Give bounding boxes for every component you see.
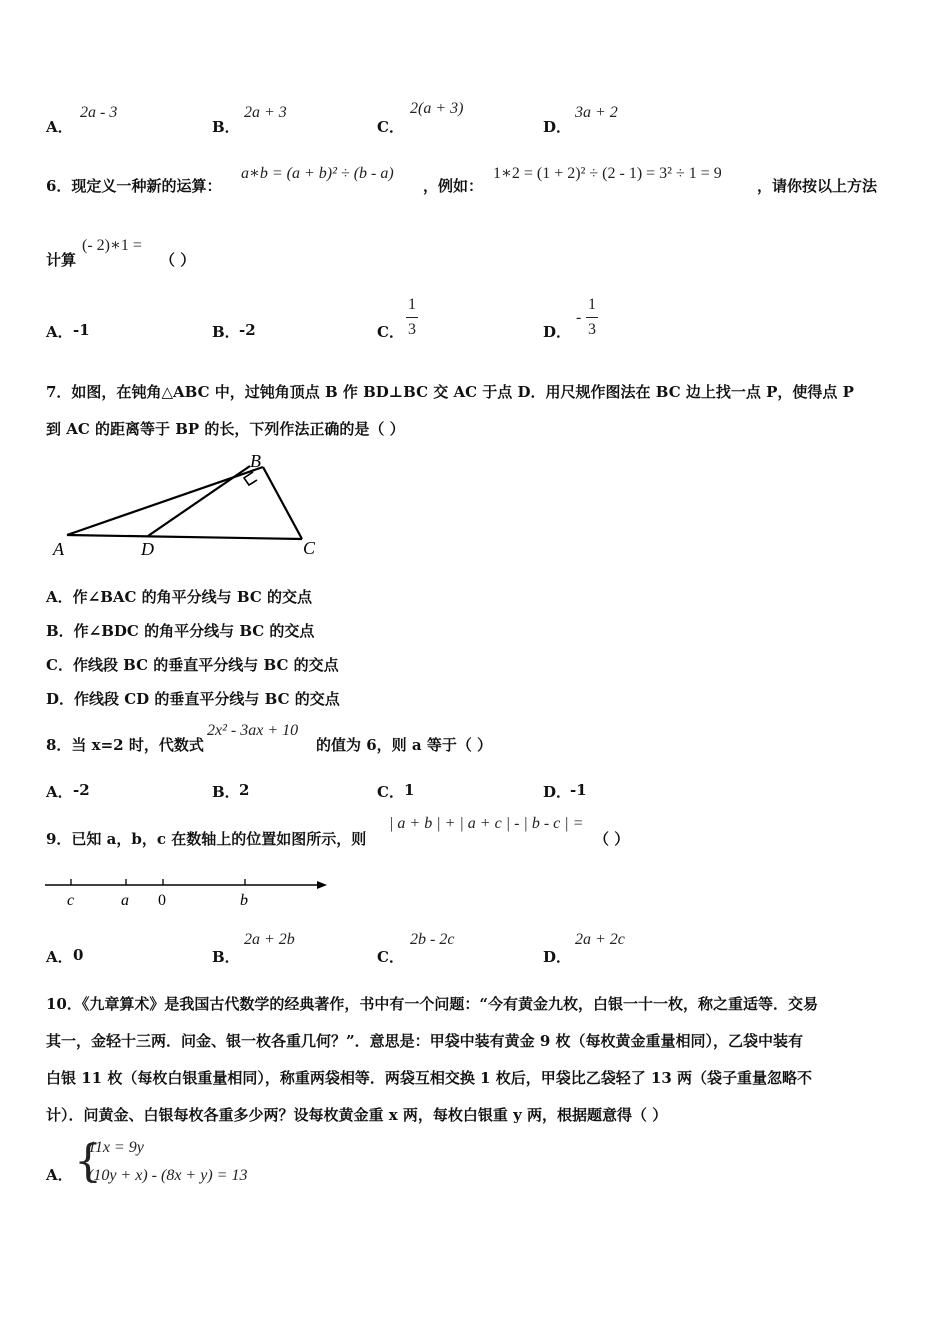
q6-example-label: ，例如： — [423, 177, 484, 195]
fraction-bar — [586, 317, 598, 318]
axis-label-a: a — [121, 892, 129, 909]
q5-option-b-letter: B． — [212, 118, 240, 136]
q10-line4: 计）．问黄金、白银每枚各重多少两？设每枚黄金重 x 两，每枚白银重 y 两，根据题意得（ ） — [46, 1106, 668, 1124]
q6-option-b-value: -2 — [239, 321, 256, 339]
q6-definition: a∗b = (a + b)² ÷ (b - a) — [241, 165, 394, 182]
q6-option-c-letter: C． — [377, 323, 404, 341]
q6-option-d-sign: - — [576, 309, 582, 326]
q6-option-c-fraction — [406, 296, 418, 339]
q5-option-d-expr: 3a + 2 — [575, 104, 618, 121]
q9-option-b-letter: B． — [212, 948, 240, 966]
q8-expr: 2x² - 3ax + 10 — [207, 722, 299, 739]
q10-line1: 10．《九章算术》是我国古代数学的经典著作，书中有一个问题：“今有黄金九枚，白银一十一枚，称之重适等．交易 — [46, 995, 819, 1013]
q6-paren: （ ） — [160, 251, 196, 269]
q9-option-b-expr: 2a + 2b — [244, 931, 295, 948]
axis-label-b: b — [240, 892, 248, 909]
q6-option-d-numerator: 1 — [588, 296, 596, 313]
q6-example: 1∗2 = (1 + 2)² ÷ (2 - 1) = 3² ÷ 1 = 9 — [493, 165, 722, 182]
q5-option-b-expr: 2a + 3 — [244, 104, 287, 121]
segment-ac — [67, 535, 302, 539]
q5-option-c-letter: C． — [377, 118, 404, 136]
q10-option-a-letter: A． — [46, 1166, 73, 1184]
q10-option-a-eq1: 11x = 9y — [88, 1139, 144, 1156]
q9-option-d-letter: D． — [543, 948, 572, 966]
q5-option-c-expr: 2(a + 3) — [410, 100, 464, 117]
q8-option-b-letter: B． — [212, 783, 240, 801]
q6-option-d-denominator: 3 — [588, 321, 596, 338]
q9-option-a-value: 0 — [73, 946, 84, 964]
q6-stem-prefix: 6．现定义一种新的运算： — [46, 177, 222, 195]
q6-option-a-value: -1 — [73, 321, 90, 339]
axis-label-0: 0 — [158, 892, 166, 909]
q6-line2-expr: (- 2)∗1 = — [82, 237, 142, 254]
q7-line1: 7．如图，在钝角△ABC 中，过钝角顶点 B 作 BD⊥BC 交 AC 于点 D．用尺规作图法在 BC 边上找一点 P，使得点 P — [46, 383, 854, 401]
q6-option-d-fraction — [586, 296, 598, 339]
q9-option-a-letter: A． — [46, 948, 73, 966]
q9-expr: | a + b | + | a + c | - | b - c | = — [389, 815, 584, 832]
q8-option-a-value: -2 — [73, 781, 90, 799]
q9-paren: （ ） — [594, 830, 630, 848]
q7-option-d: D．作线段 CD 的垂直平分线与 BC 的交点 — [46, 690, 340, 708]
q9-option-d-expr: 2a + 2c — [575, 931, 625, 948]
q7-option-b: B．作∠BDC 的角平分线与 BC 的交点 — [46, 622, 315, 640]
q9-option-c-expr: 2b - 2c — [410, 931, 455, 948]
label-b: B — [250, 451, 261, 471]
fraction-bar — [406, 317, 418, 318]
q7-option-a: A．作∠BAC 的角平分线与 BC 的交点 — [46, 588, 313, 606]
q7-option-c: C．作线段 BC 的垂直平分线与 BC 的交点 — [46, 656, 339, 674]
q8-option-d-value: -1 — [570, 781, 587, 799]
q9-prefix: 9．已知 a，b，c 在数轴上的位置如图所示，则 — [46, 830, 367, 848]
q8-option-b-value: 2 — [239, 781, 250, 799]
label-d: D — [141, 539, 154, 559]
q6-option-d-letter: D． — [543, 323, 572, 341]
q7-triangle-figure — [40, 448, 340, 563]
q8-option-d-letter: D． — [543, 783, 572, 801]
system-brace: { — [74, 1136, 102, 1187]
q6-option-c-denominator: 3 — [408, 321, 416, 338]
q8-prefix: 8．当 x=2 时，代数式 — [46, 736, 204, 754]
q6-option-c-numerator: 1 — [408, 296, 416, 313]
q5-option-a-expr: 2a - 3 — [80, 104, 118, 121]
q5-option-a-letter: A． — [46, 118, 73, 136]
axis-arrow-icon — [317, 881, 327, 889]
q8-option-a-letter: A． — [46, 783, 73, 801]
q8-option-c-value: 1 — [404, 781, 415, 799]
q8-option-c-letter: C． — [377, 783, 404, 801]
label-a: A — [53, 539, 64, 559]
label-c: C — [303, 538, 316, 558]
q9-number-line — [40, 872, 335, 912]
q6-line2-prefix: 计算 — [46, 251, 77, 269]
axis-label-c: c — [67, 892, 75, 909]
q5-option-d-letter: D． — [543, 118, 572, 136]
q8-suffix: 的值为 6，则 a 等于（ ） — [316, 736, 493, 754]
q6-option-a-letter: A． — [46, 323, 73, 341]
q6-option-b-letter: B． — [212, 323, 240, 341]
q6-stem-suffix: ，请你按以上方法 — [757, 177, 878, 195]
q10-line2: 其一，金轻十三两．问金、银一枚各重几何？”．意思是：甲袋中装有黄金 9 枚（每枚黄金重量相同），乙袋中装有 — [46, 1032, 804, 1050]
segment-bc — [263, 467, 302, 539]
q7-line2: 到 AC 的距离等于 BP 的长，下列作法正确的是（ ） — [46, 420, 405, 438]
q9-option-c-letter: C． — [377, 948, 404, 966]
q10-line3: 白银 11 枚（每枚白银重量相同），称重两袋相等．两袋互相交换 1 枚后，甲袋比乙袋轻了 13 两（袋子重量忽略不 — [46, 1069, 813, 1087]
q10-option-a-eq2: (10y + x) - (8x + y) = 13 — [88, 1167, 248, 1184]
